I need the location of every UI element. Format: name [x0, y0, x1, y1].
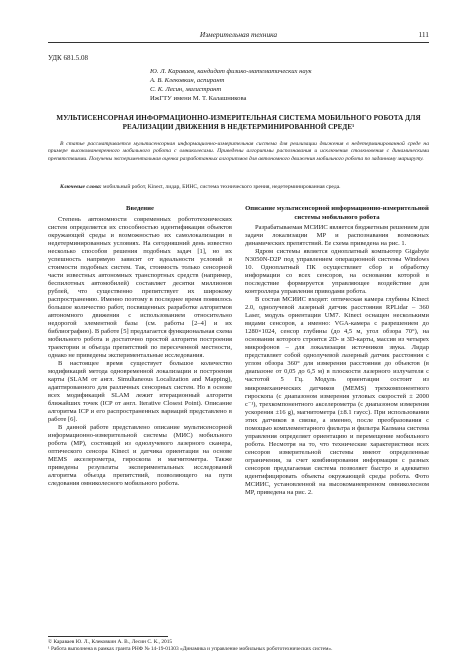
page-number: 111: [418, 30, 429, 39]
paragraph: Разрабатываемая МСИИС является бюджетным решением для задачи локализации МР и распознавания возможных динамических препятствий. Ее схема приведена на рис. 1.: [245, 224, 429, 248]
paragraph: Ядром системы является одноплатный компьютер Gigabyte N3050N-D2P под управлением операционной системы Windows 10. Одноплатный ПК осуществляет сбор и обработку информации со всех сенсоров, на основании которой в последствие формируется управляющее воздействие для контроллера управления приводами робота.: [245, 248, 429, 296]
left-column: [48, 205, 232, 488]
author-line: А. В. Клековкин, аспирант: [150, 77, 225, 84]
section-heading-system-description: Описание мультисенсорной информационно-измерительной системы мобильного робота: [245, 205, 429, 221]
author-block: [150, 67, 450, 103]
paragraph: В настоящее время существует большое количество модификаций метода одновременной локализации и построения карты (SLAM от англ. Simultaneous Localization and Mapping), адаптированного для различных сенсорных систем. Но в основе всех модификаций SLAM лежит итерационный алгоритм ближайших точек (ICP от англ. Iterative Closest Point). Описание алгоритма ICP и его распространенных вариаций представлено в работе [6].: [48, 359, 232, 423]
header-rule: [48, 42, 429, 43]
funding-footnote: ¹ Работа выполнена в рамках гранта РНФ № 14-19-01303 «Динамика и управление мобильных робототехнических систем».: [48, 646, 333, 652]
right-column: [245, 205, 429, 497]
paragraph: В состав МСИИС входят: оптическая камера глубины Kinect 2.0, однолучевой лазерный датчик расстояния RPLidar – 360 Laser, модуль ориентации UM7. Kinect оснащен несколькими видами сенсоров, а именно: VGA-камера с разрешением до 1280×1024, сенсор глубины (до 4,5 м, угол обзора 70°), на основании которого строятся 2D- и 3D-карты, массив из четырех микрофонов – для локализации источников звука. Лидар представляет собой однолучевой лазерный датчик расстояния с углом обзора 360° для измерения расстояния до объектов (в диапазоне от 0,05 до 6,5 м) в плоскости лазерного излучателя с частотой 5 Гц. Модуль ориентации состоит из микромеханических датчиков (MEMS) трехкомпонентного гироскопа (с диапазоном измерения угловых скоростей ± 2000 с⁻¹), трехкомпонентного акселерометра (с диапазоном измерения ускорения ±16 g), магнитометра (±8.1 гаусс). При использовании этих датчиков в связке, а именно, после преобразования с помощью комплементарного фильтра и фильтра Калмана система управления определяет ориентацию и перемещение мобильного робота. Несмотря на то, что технические характеристики всех сенсоров измерительной системы имеют определенные ограничения, за счет комбинирования информации с разных сенсоров предлагаемая система позволяет быстро и адекватно идентифицировать объекты окружающей среды робота. Фото МСИИС, установленной на высокоманевренном омниколесном МР, приведена на рис. 2.: [245, 296, 429, 496]
udk-code: УДК 681.5.08: [48, 54, 88, 62]
footer: [48, 636, 429, 653]
author-line: С. К. Лесин, магистрант: [150, 86, 222, 93]
paper-title: МУЛЬТИСЕНСОРНАЯ ИНФОРМАЦИОННО-ИЗМЕРИТЕЛЬНАЯ СИСТЕМА МОБИЛЬНОГО РОБОТА ДЛЯ РЕАЛИЗАЦИИ ДВИЖЕНИЯ В НЕДЕТЕРМИНИРОВАННОЙ СРЕДЕ¹: [56, 114, 421, 132]
abstract: В статье рассматривается мультисенсорная информационно-измерительная система для реализации движения в недетерминированной среде на примере высокоманевренного мобильного робота с омниколесами. Приведены алгоритмы распознавания и исключения столкновения с динамическими препятствиями. Получены экспериментальная оценка разработанных алгоритмов для автономного движения мобильного робота по заданному маршруту.: [48, 141, 429, 162]
paragraph: В данной работе представлено описание мультисенсорной информационно-измерительной системы (МИС) мобильного робота (МР), состоящей из однолучевого лазерного сканера, оптического сенсора Kinect и датчика ориентации на основе MEMS акселерометра, гироскопа и магнитометра. Также приведены результаты экспериментальных исследований алгоритма объезда препятствий, позволяющего на пути следования омниколесного мобильного робота.: [48, 424, 232, 488]
copyright-line: © Караваев Ю. Л., Клековкин А. В., Лесин С. К., 2015: [48, 639, 173, 645]
paragraph: Степень автономности современных робототехнических систем определяется их способностью идентификации объектов окружающей среды и возможностью их самолокализации в недетерминированных условиях. На сегодняшний день известно несколько способов решения подобных задач [1], но их успешность напрямую зависит от идеальности условий и стоимости подобных систем. Так, стоимость только сенсорной части известных автономных транспортных средств (например, беспилотных автомобилей) составляет десятки миллионов рублей, что существенно препятствует их широкому распространению. Именно поэтому в последнее время появилось большое количество работ, посвященных разработке алгоритмов автономного движения с использованием относительно недорогой элементной базы (см. работы [2–4] и их библиографию). В работе [5] предлагается функциональная схема мобильного робота и достаточно простой алгоритм построения траектории и объезда препятствий по пересеченной местности, однако не приведены экспериментальные исследования.: [48, 215, 232, 359]
keywords-label: Ключевые слова:: [60, 184, 102, 190]
keywords: [48, 184, 429, 191]
running-head: [48, 30, 429, 44]
author-institution: ИжГТУ имени М. Т. Калашникова: [150, 95, 247, 102]
keywords-text: мобильный робот, Kinect, лидар, БИНС, система технического зрения, недетерминированная среда.: [103, 184, 341, 190]
journal-section-title: Измерительная техника: [199, 30, 278, 39]
author-line: Ю. Л. Караваев, кандидат физико-математических наук: [150, 68, 312, 75]
section-heading-introduction: Введение: [126, 205, 154, 212]
footnote-rule: [48, 636, 168, 637]
